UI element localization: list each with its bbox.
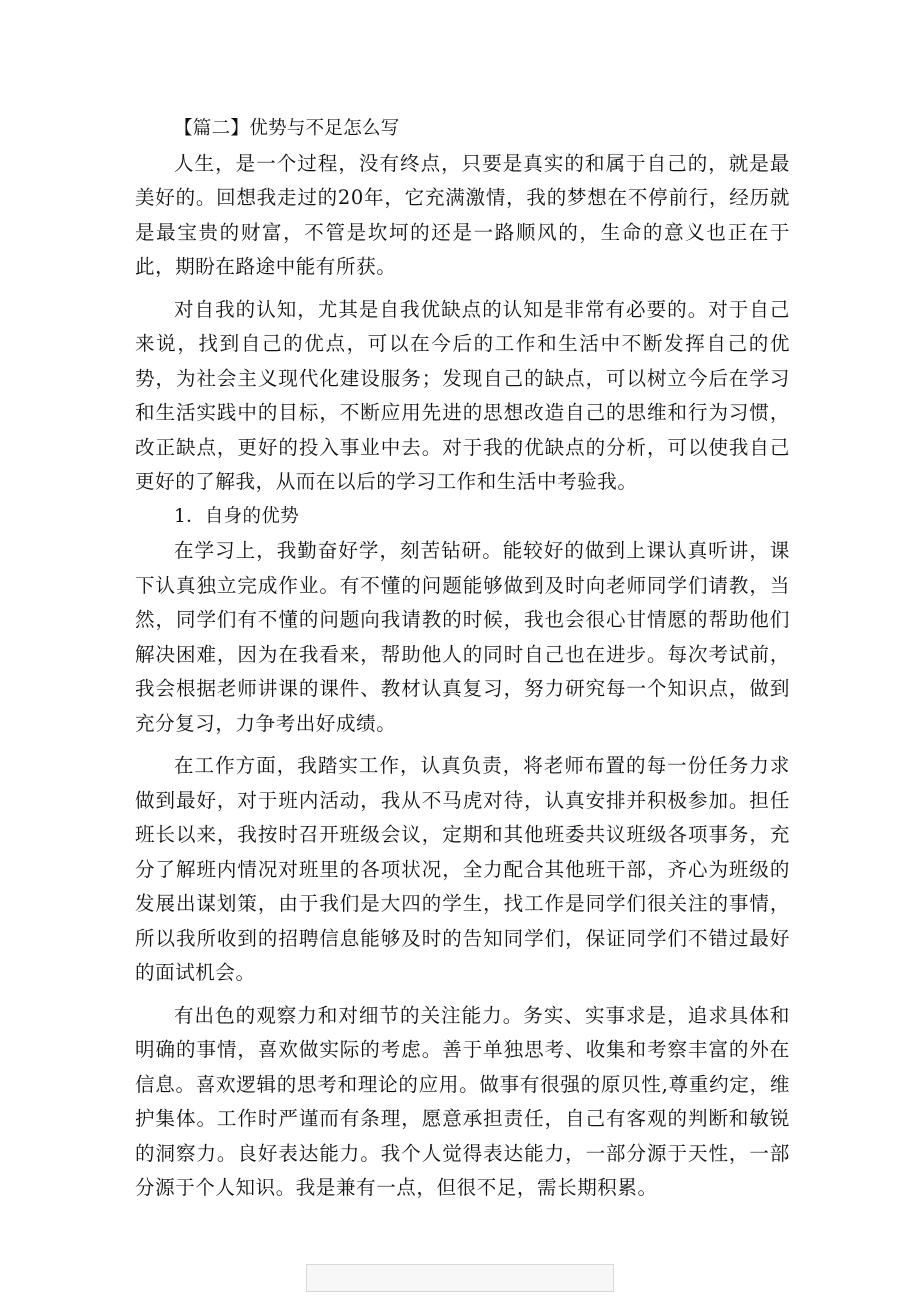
subheading-strengths: 1．自身的优势 [174, 505, 299, 527]
paragraph-study: 在学习上，我勤奋好学，刻苦钻研。能较好的做到上课认真听讲，课下认真独立完成作业。有不懂的问题能够做到及时向老师同学们请教，当然，同学们有不懂的问题向我请教的时候，我也会很心甘情愿的帮助他们解决困难，因为在我看来，帮助他人的同时自己也在进步。每次考试前，我会根据老师讲课的课件、教材认真复习，努力研究每一个知识点，做到充分复习，力争考出好成绩。 [135, 539, 790, 735]
footer-box [306, 1264, 614, 1292]
paragraph-life: 人生，是一个过程，没有终点，只要是真实的和属于自己的，就是最美好的。回想我走过的20年，它充满激情，我的梦想在不停前行，经历就是最宝贵的财富，不管是坎坷的还是一路顺风的，生命的意义也正在于此，期盼在路途中能有所获。 [135, 151, 790, 278]
paragraph-self-awareness: 对自我的认知，尤其是自我优缺点的认知是非常有必要的。对于自己来说，找到自己的优点，可以在今后的工作和生活中不断发挥自己的优势，为社会主义现代化建设服务；发现自己的缺点，可以树立今后在学习和生活实践中的目标，不断应用先进的思想改造自己的思维和行为习惯，改正缺点，更好的投入事业中去。对于我的优缺点的分析，可以使我自己更好的了解我，从而在以后的学习工作和生活中考验我。 [135, 297, 790, 493]
paragraph-work: 在工作方面，我踏实工作，认真负责，将老师布置的每一份任务力求做到最好，对于班内活动，我从不马虎对待，认真安排并积极参加。担任班长以来，我按时召开班级会议，定期和其他班委共议班级各项事务，充分了解班内情况对班里的各项状况，全力配合其他班干部，齐心为班级的发展出谋划策，由于我们是大四的学生，找工作是同学们很关注的事情，所以我所收到的招聘信息能够及时的告知同学们，保证同学们不错过最好的面试机会。 [135, 754, 790, 984]
paragraph-observation: 有出色的观察力和对细节的关注能力。务实、实事求是，追求具体和明确的事情，喜欢做实际的考虑。善于单独思考、收集和考察丰富的外在信息。喜欢逻辑的思考和理论的应用。做事有很强的原贝性,尊重约定，维护集体。工作时严谨而有条理，愿意承担责任，自己有客观的判断和敏锐的洞察力。良好表达能力。我个人觉得表达能力，一部分源于天性，一部分源于个人知识。我是兼有一点，但很不足，需长期积累。 [135, 1003, 790, 1199]
section-title: 【篇二】优势与不足怎么写 [174, 118, 400, 139]
footer-bar [0, 1264, 920, 1292]
